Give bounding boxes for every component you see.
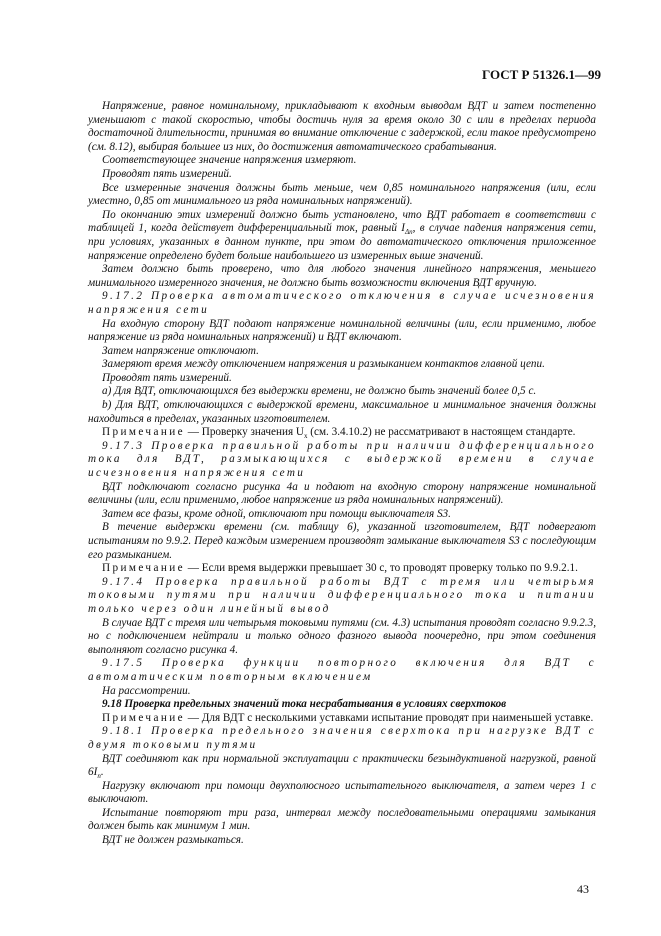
paragraph: Замеряют время между отключением напряжения и размыканием контактов главной цепи. xyxy=(102,358,545,371)
paragraph: Все измеренные значения должны быть меньше, чем 0,85 номинального напряжения (или, если уместно, 0,85 от минимального из ряда номинальных напряжений). xyxy=(88,181,596,208)
section-title-9-18-1: 9.18.1 Проверка предельного значения сверхтока при нагрузке ВДТ с двумя токовыми путями xyxy=(88,725,596,751)
paragraph: Затем должно быть проверено, что для любого значения линейного напряжения, меньшего минимального измеренного значения, не должно быть возможности включения ВДТ вручную. xyxy=(88,263,596,289)
note xyxy=(88,426,596,440)
note-label: Примечание xyxy=(102,426,185,439)
paragraph xyxy=(88,209,596,263)
page-header-standard-id: ГОСТ Р 51326.1—99 xyxy=(482,67,601,82)
paragraph: Соответствующее значение напряжения измеряют. xyxy=(102,154,357,167)
list-item: a) Для ВДТ, отключающихся без выдержки времени, не должно быть значений более 0,5 с. xyxy=(102,385,537,398)
note xyxy=(88,712,596,726)
section-title-9-17-3: 9.17.3 Проверка правильной работы при наличии дифференциального тока для ВДТ, размыкающихся с выдержкой времени в случае исчезновения напряжения сети xyxy=(88,439,596,480)
paragraph: Нагрузку включают при помощи двухполюсного испытательного выключателя, а затем через 1 с выключают. xyxy=(88,779,596,806)
paragraph: В течение выдержки времени (см. таблицу 6), указанной изготовителем, ВДТ подвергают испытаниям по 9.9.2. Перед каждым измерением производят замыкание выключателя S3 с последующим его размыканием. xyxy=(88,521,596,561)
section-title-9-18: 9.18 Проверка предельных значений тока несрабатывания в условиях сверхтоков xyxy=(102,698,507,711)
paragraph-text: . xyxy=(100,766,104,779)
note-label: Примечание xyxy=(102,562,185,575)
paragraph: Проводят пять измерений. xyxy=(102,371,232,384)
subscript: n xyxy=(97,772,101,781)
paragraph: На входную сторону ВДТ подают напряжение номинальной величины (или, если применимо, любое напряжение из ряда номинальных напряжений) и ВДТ включают. xyxy=(88,317,596,344)
section-title-9-17-5: 9.17.5 Проверка функции повторного включения для ВДТ с автоматическим повторным включением xyxy=(88,657,596,683)
paragraph: Затем все фазы, кроме одной, отключают при помощи выключателя S3. xyxy=(102,507,451,520)
paragraph: Затем напряжение отключают. xyxy=(102,344,259,357)
paragraph: На рассмотрении. xyxy=(102,684,191,697)
paragraph: ВДТ не должен размыкаться. xyxy=(102,834,244,847)
page-number: 43 xyxy=(577,882,589,896)
note xyxy=(88,562,596,576)
note-text: (см. 3.4.10.2) не рассматривают в настоящем стандарте. xyxy=(307,426,576,439)
list-item: b) Для ВДТ, отключающихся с выдержкой времени, максимальное и минимальное значения должны находиться в пределах, указанных изготовителем. xyxy=(88,399,596,425)
paragraph-text: , в случае падения напряжения сети, при условиях, указанных в данном пункте, при этом до автоматического отключения приложенное напряжение определено будет больше наибольшего из измеренных выше значений. xyxy=(88,222,596,262)
paragraph: Напряжение, равное номинальному, прикладывают к входным выводам ВДТ и затем постепенно уменьшают с такой скоростью, чтобы достичь нуля за время около 30 с или в пределах периода достаточной длительности, принимая во внимание отключение с задержкой, если такое предусмотрено (см. 8.12), выбирая большее из них, до достижения автоматического срабатывания. xyxy=(88,100,596,153)
note-label: Примечание xyxy=(102,711,185,724)
paragraph-text: ВДТ соединяют как при нормальной эксплуатации с практически безындуктивной нагрузкой, равной 6I xyxy=(88,752,596,779)
section-title-9-17-2: 9.17.2 Проверка автоматического отключения в случае исчезновения напряжения сети xyxy=(88,290,596,316)
section-title-9-17-4: 9.17.4 Проверка правильной работы ВДТ с тремя или четырьмя токовыми путями при наличии дифференциального тока и питании только через один линейный вывод xyxy=(88,575,596,615)
page-body xyxy=(88,100,596,848)
subscript: x xyxy=(303,432,308,441)
paragraph-text: По окончанию этих измерений должно быть установлено, что ВДТ работает в соответствии с таблицей 1, когда действует дифференциальный ток, равный I xyxy=(88,208,596,235)
note-text: — Если время выдержки превышает 30 с, то проводят проверку только по 9.9.2.1. xyxy=(184,562,578,575)
paragraph: Проводят пять измерений. xyxy=(102,167,232,180)
paragraph: В случае ВДТ с тремя или четырьмя токовыми путями (см. 4.3) испытания проводят согласно 9.9.2.3, но с подключением нейтрали и только одного фазного вывода поочередно, при этом соединения выполняют согласно рисунка 4. xyxy=(88,616,596,656)
paragraph: Испытание повторяют три раза, интервал между последовательными операциями замыкания должен быть как минимум 1 мин. xyxy=(88,806,596,833)
note-text: — Для ВДТ с несколькими уставками испытание проводят при наименьшей уставке. xyxy=(184,711,594,724)
paragraph xyxy=(88,753,596,780)
subscript: Δn xyxy=(405,228,413,237)
note-text: — Проверку значения U xyxy=(184,426,304,439)
paragraph: ВДТ подключают согласно рисунка 4а и подают на входную сторону напряжение номинальной величины (или, если применимо, любое напряжение из ряда номинальных напряжений). xyxy=(88,480,596,507)
